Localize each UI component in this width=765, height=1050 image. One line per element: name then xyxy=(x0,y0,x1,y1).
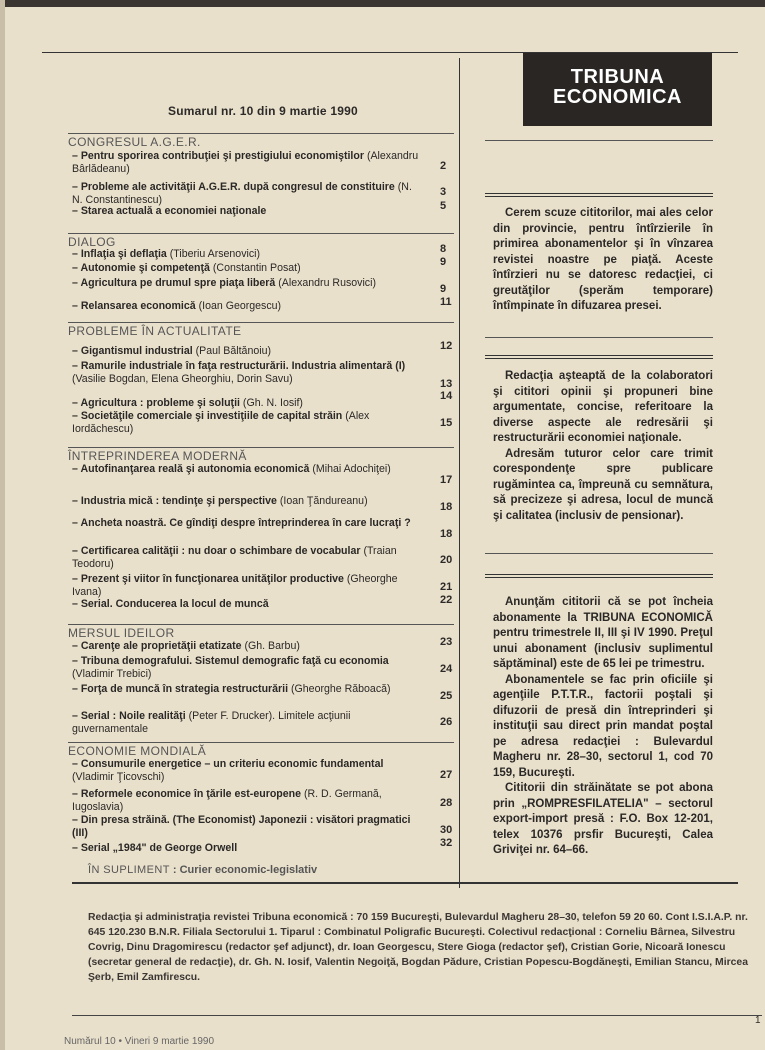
toc-entry xyxy=(72,710,424,736)
section-heading: MERSUL IDEILOR xyxy=(68,624,454,640)
toc-page-number: 30 xyxy=(440,824,453,836)
supplement-label: ÎN SUPLIMENT xyxy=(88,864,170,876)
toc-entry-title: – Societăţile comerciale şi investiţiile de capital străin xyxy=(72,410,343,422)
toc-entry-title: – Carenţe ale proprietăţii etatizate xyxy=(72,640,242,652)
toc-page-number: 15 xyxy=(440,417,453,429)
section-heading: PROBLEME ÎN ACTUALITATE xyxy=(68,322,454,338)
page-number: 1 xyxy=(755,1015,761,1026)
toc-entry xyxy=(72,573,424,599)
toc-entry-title: – Serial „1984" de George Orwell xyxy=(72,842,238,854)
toc-entry-title: – Ancheta noastră. Ce gîndiţi despre întreprinderea în care lucraţi ? xyxy=(72,517,411,529)
toc-page-number: 2 xyxy=(440,160,447,172)
notice-text: Abonamentele se fac prin oficiile şi agenţiile P.T.T.R., factorii poştali şi difuzorii de presă din întreprinderi şi instituţii sau direct prin mandat poştal pe adresa redacţiei : Bulevardul Magheru nr. 28–30, sectorul 1, cod 70 159, Bucureşti. xyxy=(493,673,713,779)
toc-page-number: 11 xyxy=(440,296,452,308)
toc-page-number: 21 xyxy=(440,581,453,593)
divider xyxy=(485,574,713,578)
toc-entry-author: (Constantin Posat) xyxy=(212,262,301,274)
supplement-text: : Curier economic-legislativ xyxy=(172,864,318,876)
toc-entry xyxy=(72,277,424,290)
toc-page-number: 20 xyxy=(440,554,453,566)
toc-page-number: 18 xyxy=(440,528,453,540)
toc-entry-title: – Autonomie şi competenţă xyxy=(72,262,210,274)
toc-entry xyxy=(72,360,424,386)
toc-entry-author: (Gh. Barbu) xyxy=(244,640,300,652)
toc-entry xyxy=(72,517,424,530)
toc-entry-title: – Din presa străină. (The Economist) Japonezii : visători pragmatici (III) xyxy=(72,814,411,839)
notice-text: Cititorii din străinătate se pot abona prin „ROMPRESFILATELIA" – sectorul export-import presă : F.O. Box 12-201, telex 10376 prsfir Bucureşti, Calea Griviţei nr. 64–66. xyxy=(493,782,713,856)
toc-page-number: 8 xyxy=(440,243,447,255)
masthead-logo xyxy=(523,53,712,126)
toc-entry-title: – Ramurile industriale în faţa restructurării. Industria alimentară (I) xyxy=(72,360,406,372)
section-heading: ECONOMIE MONDIALĂ xyxy=(68,742,454,758)
notice-text: Redacţia aşteaptă de la colaboratori şi cititori opinii şi propuneri bine argumentate, concise, referitoare la diverse aspecte ale redresării şi restructurării economiei naţionale. xyxy=(493,370,713,444)
toc-entry-title: – Relansarea economică xyxy=(72,300,196,312)
toc-entry-title: – Serial. Conducerea la locul de muncă xyxy=(72,598,269,610)
divider xyxy=(485,140,713,141)
toc-entry xyxy=(72,598,424,611)
toc-entry-author: (Traian Teodoru) xyxy=(72,545,397,570)
top-edge xyxy=(0,0,765,7)
supplement-line xyxy=(88,864,317,876)
toc-entry-title: – Prezent şi viitor în funcţionarea unităţilor productive xyxy=(72,573,344,585)
masthead-line-1: TRIBUNA xyxy=(570,66,665,88)
footer-issue: Numărul 10 • Vineri 9 martie 1990 xyxy=(64,1036,215,1047)
toc-entry-author: (Vasilie Bogdan, Elena Gheorghiu, Dorin Savu) xyxy=(72,373,293,385)
toc-page-number: 14 xyxy=(440,390,453,402)
toc-entry-author: (Gheorghe Ivana) xyxy=(72,573,398,598)
section-heading: ÎNTREPRINDEREA MODERNĂ xyxy=(68,447,454,463)
toc-entry xyxy=(72,300,424,313)
toc-entry-title: – Probleme ale activităţii A.G.E.R. după congresul de constituire xyxy=(72,181,395,193)
divider xyxy=(485,193,713,197)
toc-entry-author: (Alexandru Bârlădeanu) xyxy=(72,150,419,175)
notice-apology xyxy=(493,206,713,315)
toc-entry-title: – Tribuna demografului. Sistemul demografic faţă cu economia xyxy=(72,655,389,667)
toc-entry-title: – Certificarea calităţii : nu doar o schimbare de vocabular xyxy=(72,545,361,557)
divider xyxy=(485,553,713,554)
toc-page-number: 9 xyxy=(440,283,447,295)
toc-entry-author: (Vladimir Ţicovschi) xyxy=(72,771,165,783)
toc-entry xyxy=(72,397,424,410)
toc-entry xyxy=(72,181,424,207)
toc-entry xyxy=(72,205,424,218)
toc-entry-author: (Paul Băltănoiu) xyxy=(195,345,272,357)
toc-page-number: 32 xyxy=(440,837,453,849)
toc-entry xyxy=(72,655,424,681)
toc-entry-title: – Consumurile energetice – un criteriu economic fundamental xyxy=(72,758,384,770)
toc-entry-title: – Forţa de muncă în strategia restructurării xyxy=(72,683,289,695)
divider xyxy=(485,355,713,359)
toc-entry xyxy=(72,842,424,855)
notice-text: Cerem scuze cititorilor, mai ales celor din provincie, pentru întîrzierile în primirea abonamentelor şi în vînzarea revistei noastre pe piaţă. Aceste întîrzieri nu se datoresc redacţiei, ci greutăţilor (sperăm temporare) întîmpinate în difuzarea presei. xyxy=(493,207,713,312)
toc-entry xyxy=(72,345,424,358)
toc-entry-author: (Alex Iordăchescu) xyxy=(72,410,370,435)
toc-page-number: 27 xyxy=(440,769,453,781)
toc-page-number: 5 xyxy=(440,200,447,212)
toc-entry-title: – Agricultura pe drumul spre piaţa liberă xyxy=(72,277,276,289)
summary-title: Sumarul nr. 10 din 9 martie 1990 xyxy=(168,104,358,118)
toc-entry-title: – Inflaţia şi deflaţia xyxy=(72,248,167,260)
toc-entry-title: – Pentru sporirea contribuţiei şi prestigiului economiştilor xyxy=(72,150,364,162)
toc-page-number: 13 xyxy=(440,378,453,390)
toc-entry xyxy=(72,814,424,840)
toc-entry-author: (Peter F. Drucker). Limitele acţiunii guvernamentale xyxy=(72,710,351,735)
toc-entry xyxy=(72,758,424,784)
toc-entry-author: (Vladimir Trebici) xyxy=(72,668,152,680)
imprint: Redacţia şi administraţia revistei Tribuna economică : 70 159 Bucureşti, Bulevardul Magheru 28–30, telefon 59 20 60. Cont I.S.I.A.P. nr. 645 120.230 B.N.R. Filiala Sectorului 1. Tiparul : Combinatul Poligrafic Bucureşti. Colectivul redacţional : Corneliu Bârnea, Silvestru Covrig, Dinu Dragomirescu (redactor şef adjunct), dr. Ioan Georgescu, Stere Gioga (redactor şef), Cristian Gorie, Nicoară Ionescu (secretar general de redacţie), dr. Gh. N. Iosif, Valentin Negoiţă, Bogdan Pădure, Cristian Popescu-Bogdăneşti, Emilian Stancu, Mircea Şerb, Emil Zamfirescu. xyxy=(88,912,748,983)
toc-entry-author: (Ioan Ţăndureanu) xyxy=(279,495,368,507)
toc-entry xyxy=(72,640,424,653)
toc-page-number: 28 xyxy=(440,797,453,809)
notice-text: Adresăm tuturor celor care trimit corespondenţe spre publicare rugămintea ca, împreună cu semnătura, să precizeze şi adresa, locul de muncă şi calitatea (inclusiv de pensionar). xyxy=(493,447,713,522)
toc-entry xyxy=(72,545,424,571)
toc-entry-title: – Serial : Noile realităţi xyxy=(72,710,186,722)
bottom-rule xyxy=(72,1015,762,1016)
toc-entry xyxy=(72,495,424,508)
divider xyxy=(485,337,713,338)
toc-entry xyxy=(72,150,424,176)
toc-entry-title: – Industria mică : tendinţe şi perspective xyxy=(72,495,277,507)
toc-page-number: 24 xyxy=(440,663,453,675)
toc-entry-title: – Starea actuală a economiei naţionale xyxy=(72,205,267,217)
toc-page-number: 22 xyxy=(440,594,453,606)
toc-entry xyxy=(72,463,424,476)
toc-entry xyxy=(72,788,424,814)
section-heading: DIALOG xyxy=(68,233,454,249)
toc-entry-author: (Tiberiu Arsenovici) xyxy=(169,248,261,260)
toc-entry xyxy=(72,248,424,261)
toc-entry-author: (Ioan Georgescu) xyxy=(198,300,282,312)
toc-page-number: 9 xyxy=(440,256,447,268)
divider xyxy=(72,882,738,884)
notice-subscriptions xyxy=(493,595,713,859)
toc-page-number: 17 xyxy=(440,474,453,486)
toc-entry-author: (R. D. Germană, Iugoslavia) xyxy=(72,788,382,813)
toc-page-number: 25 xyxy=(440,690,453,702)
toc-entry xyxy=(72,410,424,436)
toc-entry-author: (Alexandru Rusovici) xyxy=(278,277,376,289)
toc-page-number: 23 xyxy=(440,636,453,648)
toc-entry xyxy=(72,262,424,275)
masthead-line-2: ECONOMICA xyxy=(553,86,682,108)
left-edge xyxy=(0,0,5,1050)
toc-page-number: 18 xyxy=(440,501,453,513)
toc-entry-title: – Agricultura : probleme şi soluţii xyxy=(72,397,240,409)
toc-entry-author: (Gheorghe Răboacă) xyxy=(291,683,391,695)
toc-page-number: 12 xyxy=(440,340,453,352)
toc-entry-title: – Autofinanţarea reală şi autonomia economică xyxy=(72,463,310,475)
section-heading: CONGRESUL A.G.E.R. xyxy=(68,133,454,149)
notice-text: Anunţăm cititorii că se pot încheia abonamente la TRIBUNA ECONOMICĂ pentru trimestrele II, III şi IV 1990. Preţul unui abonament (inclusiv suplimentul săptăminal) este de 65 lei pe trimestru. xyxy=(493,596,713,670)
toc-entry-author: (Mihai Adochiţei) xyxy=(312,463,391,475)
toc-entry-title: – Reformele economice în ţările est-europene xyxy=(72,788,302,800)
toc-page-number: 26 xyxy=(440,716,453,728)
column-divider xyxy=(459,58,460,888)
toc-entry-title: – Gigantismul industrial xyxy=(72,345,193,357)
notice-contributors xyxy=(493,369,713,524)
toc-entry-author: (Gh. N. Iosif) xyxy=(242,397,303,409)
toc-page-number: 3 xyxy=(440,186,447,198)
toc-entry xyxy=(72,683,424,696)
toc-entry-author: (N. N. Constantinescu) xyxy=(72,181,412,206)
